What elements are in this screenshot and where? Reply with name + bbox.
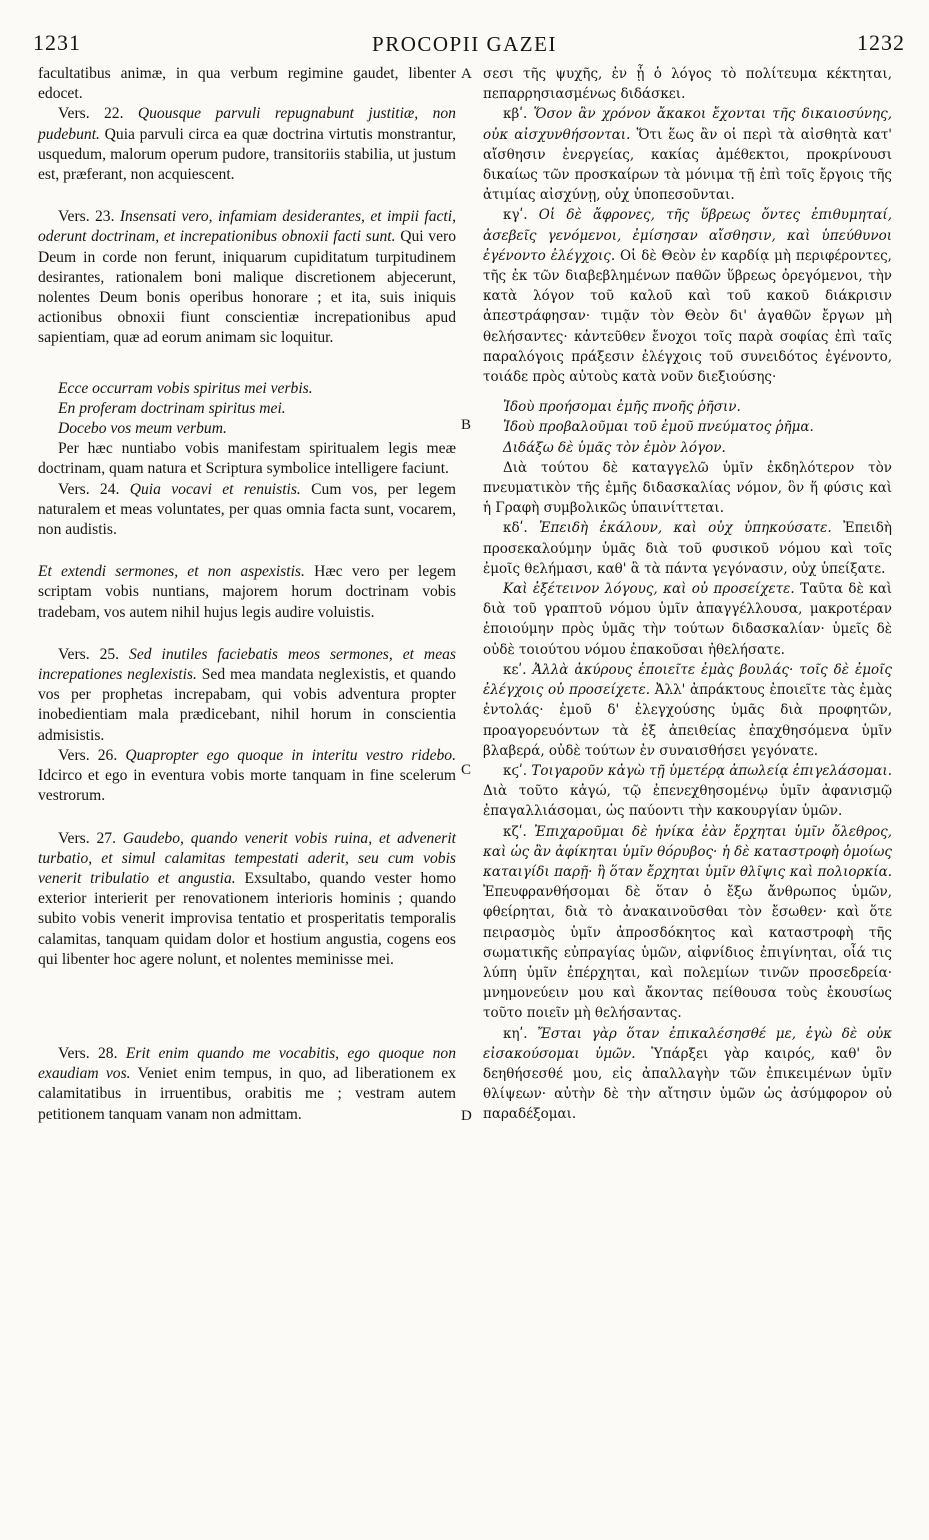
verse-label: Vers. 23. xyxy=(58,208,115,226)
latin-verse-24 xyxy=(38,480,456,541)
verse-comment: Ταῦτα δὲ καὶ διὰ τοῦ γραπτοῦ νόμου ὑμῖν ἀπαγγέλλουσα, μακροτέραν ἐποιούμην πρὸς ὑμᾶς τὴν τούτων διδασκαλίαν· ὑμεῖς δὲ οὐδὲ τοιούτου νόμου ἐπακοῦσαι ἠθελήσατε. xyxy=(483,581,893,658)
verse-text: Quousque parvuli repugnabunt justitiæ, non pudebunt. xyxy=(38,105,456,143)
verse-text: Ἐπειδὴ ἐκάλουν, καὶ οὐχ ὑπηκούσατε. xyxy=(539,520,832,537)
verse-label: κβʹ. xyxy=(503,106,528,123)
greek-verse-25 xyxy=(483,660,892,761)
verse-text: Τοιγαροῦν κἀγὼ τῇ ὑμετέρᾳ ἀπωλείᾳ ἐπιγελάσομαι. xyxy=(531,762,892,779)
margin-letter-d: D xyxy=(461,1108,472,1124)
latin-column xyxy=(38,64,456,1125)
latin-paragraph: facultatibus animæ, in qua verbum regimine gaudet, libenter edocet. xyxy=(38,65,456,103)
verse-comment: Οἱ δὲ Θεὸν ἐν καρδίᾳ μὴ περιφέροντες, τῆς ἐκ τῶν διαβεβλημένων παθῶν ὕβρεως ὀρεγόμενοι, τὴν κατὰ λόγον τοῦ καλοῦ καὶ τοῦ κακοῦ διάκρισιν ἀπεστράφησαν· τιμᾷν τὸν Θεὸν δι' ἀγαθῶν ἔργων μὴ θελήσαντες· κἀντεῦθεν ἔνοχοι τοῖς παρὰ σοφίας ἐπὶ ταῖς παραλόγοις πράξεσιν ἐλέγχοις τοῦ συνειδότος ἐγένοντο, τοιάδε πρὸς αὐτοὺς κατὰ νοῦν διεξιούσης· xyxy=(483,247,892,386)
verse-comment: Ὑπάρξει γὰρ καιρός, καθ' ὃν δεηθήσεσθέ μου, εἰς ἀπαλλαγὴν τῶν ἐπικειμένων ὑμῖν θλίψεων· αὐτὴν δὲ τὴν αἴτησιν ὑμῶν ὡς ἀσύμφορον οὐ παραδέξομαι. xyxy=(483,1045,892,1123)
margin-letter-c: C xyxy=(461,762,472,778)
verse-text: Sed inutiles faciebatis meos sermones, et meas increpationes neglexistis. xyxy=(38,645,456,684)
verse-comment: Ὅτι ἕως ἂν οἱ περὶ τὰ αἰσθητὰ κατ' αἴσθησιν ἐνεργείας, κακίας ἀμέθεκτοι, προκρίνουσι δικαίως τῶν προσκαίρων τὰ μόνιμα τῇ ἐπὶ τοῖς ἔργοις τῆς ἀτιμίας αἰσχύνῃ, οὐχ ὑποπεσοῦνται. xyxy=(483,126,893,204)
verse-comment: Cum vos, per legem naturalem et meas voluntates, per quas omnia facta sunt, vocarem, non audistis. xyxy=(38,480,456,539)
verse-label: κδʹ. xyxy=(503,520,528,537)
margin-letter-b: B xyxy=(461,417,472,433)
verse-text: Gaudebo, quando venerit vobis ruina, et advenerit turbatio, et simul calamitas tempestati aderit, seu cum vobis venerit tribulatio et angustia. xyxy=(38,829,456,887)
verse-label: Vers. 26. xyxy=(58,746,118,764)
greek-verse-26 xyxy=(483,761,892,822)
verse-label: Vers. 25. xyxy=(58,645,120,663)
latin-verse-28 xyxy=(38,1044,456,1125)
verse-text: Et extendi sermones, et non aspexistis. xyxy=(38,563,305,581)
verse-comment: Idcirco et ego in eventura vobis morte tanquam in fine scelerum vestrorum. xyxy=(38,767,456,805)
latin-extendi xyxy=(38,562,456,623)
verse-comment: Διὰ τοῦτο κἀγώ, τῷ ἐπενεχθησομένῳ ὑμῖν ἀφανισμῷ ἐπαγαλλιάσομαι, ὡς παύοντι τὴν κακουργίαν ὑμῶν. xyxy=(483,783,892,820)
greek-verse-23 xyxy=(483,205,892,387)
greek-quote xyxy=(483,397,892,458)
verse-text: Ὅσον ἂν χρόνον ἄκακοι ἔχονται τῆς δικαιοσύνης, οὐκ αἰσχυνθήσονται. xyxy=(483,106,892,143)
verse-comment: Hæc vero per legem scriptam vobis nuntians, majorem horum doctrinam vobis tradebam, vos autem nihil hujus legis audire voluistis. xyxy=(38,563,456,621)
verse-label: Vers. 28. xyxy=(58,1044,118,1062)
verse-text: Οἱ δὲ ἄφρονες, τῆς ὕβρεως ὄντες ἐπιθυμηταί, ἀσεβεῖς γενόμενοι, ἐμίσησαν αἴσθησιν, καὶ ὑπεύθυνοι ἐγένοντο ἐλέγχοις. xyxy=(483,207,892,264)
greek-extendi xyxy=(483,579,892,660)
verse-text: Quia vocavi et renuistis. xyxy=(129,480,301,498)
verse-label: κϛʹ. xyxy=(503,762,528,779)
greek-verse-22 xyxy=(483,104,892,205)
latin-verse-25 xyxy=(38,645,456,746)
verse-text: Ἔσται γὰρ ὅταν ἐπικαλέσησθέ με, ἐγὼ δὲ οὐκ εἰσακούσομαι ὑμῶν. xyxy=(483,1025,893,1062)
page-number-right: 1232 xyxy=(857,30,905,55)
greek-verse-27 xyxy=(483,822,892,1024)
latin-verse-26 xyxy=(38,746,456,807)
greek-paragraph: σεσι τῆς ψυχῆς, ἐν ᾗ ὁ λόγος τὸ πολίτευμα κέκτηται, πεπαρρησιασμένως διδάσκει. xyxy=(483,66,892,103)
greek-column xyxy=(483,64,892,1125)
latin-quote xyxy=(38,379,456,440)
quote-line: Διδάξω δὲ ὑμᾶς τὸν ἐμὸν λόγον. xyxy=(503,439,726,456)
verse-comment: Quia parvuli circa ea quæ doctrina virtutis monstrantur, usquedum, malorum operum pudore, transitoriis stabilia, ut justum est, præferant, non acquiescent. xyxy=(38,125,456,184)
running-head: PROCOPII GAZEI xyxy=(372,32,557,56)
quote-line: Ἰδοὺ προήσομαι ἐμῆς πνοῆς ῥῆσιν. xyxy=(503,399,741,416)
quote-line: Ἰδοὺ προβαλοῦμαι τοῦ ἐμοῦ πνεύματος ῥῆμα. xyxy=(503,419,814,436)
quote-line: En proferam doctrinam spiritus mei. xyxy=(58,399,286,417)
latin-verse-22 xyxy=(38,104,456,185)
verse-label: κζʹ. xyxy=(503,823,527,840)
verse-text: Erit enim quando me vocabitis, ego quoque non exaudiam vos. xyxy=(38,1044,456,1083)
quote-line: Docebo vos meum verbum. xyxy=(58,420,227,438)
verse-text: Quapropter ego quoque in interitu vestro ridebo. xyxy=(125,746,456,764)
verse-comment: Veniet enim tempus, in quo, ad liberationem ex calamitatibus in irruentibus, orabitis me ; vestram autem petitionem tanquam vanam non admittam. xyxy=(38,1065,456,1123)
verse-comment: Ἀλλ' ἀπράκτους ἐποιεῖτε τὰς ἐμὰς ἐντολάς· ἐμοῦ δ' ἐλεγχούσης ὑμᾶς διὰ προφητῶν, προαγορευόντων τὰ ἐξ ἀπειθείας ἐπαχθησόμενα ὑμῖν βλαβερά, οὐδὲ τούτων ἐν συναισθήσει γεγόνατε. xyxy=(483,682,893,759)
verse-comment: Qui vero Deum in corde non ferunt, iniquarum cupiditatum turpitudinem desirantes, rationalem boni malique discretionem abjecerunt, nolentes Deum bonis operibus honorare ; et ita, suis iniquis actionibus obnoxii fiunt conscientiæ increpationibus apud sapientiam, quæ ad eorum animam sic loquitur. xyxy=(38,228,456,347)
verse-label: Vers. 27. xyxy=(58,829,116,847)
greek-verse-24 xyxy=(483,518,892,579)
verse-comment: Sed mea mandata neglexistis, et quando vos per prophetas increpabam, qui vobis adventura propter inobedientiam mala prædicebant, nihil horum in conscientia admisistis. xyxy=(38,666,456,744)
verse-comment: Ἐπευφρανθήσομαι δὲ ὅταν ὁ ἔξω ἄνθρωπος ὑμῶν, φθείρηται, διὰ τὸ ἀνακαινοῦσθαι τὸν ἔσωθεν· καὶ ὅτε πειρασμὸς ὑμῖν ἀπροσδόκητος καὶ καταστροφὴ τῆς σωματικῆς εὐπραγίας ὑμῶν, αἰφνίδιος ἐπιγίνηται, οἷά τις λύπη ὑμῖν ἐπέρχηται, καὶ πολεμίων τινῶν προσεδρεία· μνημονεύειν μου καὶ ἄκοντας πείθουσα τοὺς ἑκουσίως τοῦτο ποιεῖν μὴ θελήσαντας. xyxy=(483,884,892,1022)
latin-paragraph: Per hæc nuntiabo vobis manifestam spiritualem legis meæ doctrinam, quam natura et Scriptura symbolice intelligere faciunt. xyxy=(38,440,456,478)
verse-text: Ἐπιχαροῦμαι δὲ ἡνίκα ἐὰν ἔρχηται ὑμῖν ὄλεθρος, καὶ ὡς ἂν ἀφίκηται ὑμῖν θόρυβος· ἡ δὲ καταστροφὴ ὁμοίως καταιγίδι παρῇ· ἢ ὅταν ἔρχηται ὑμῖν θλῖψις καὶ πολιορκία. xyxy=(483,823,892,880)
verse-label: κηʹ. xyxy=(503,1025,528,1042)
latin-verse-23 xyxy=(38,207,456,348)
verse-text: Insensati vero, infamiam desiderantes, et impii facti, oderunt doctrinam, et increpationibus obnoxii facti sunt. xyxy=(38,208,456,246)
verse-label: κγʹ. xyxy=(503,207,528,224)
page-number-left: 1231 xyxy=(33,30,81,55)
verse-comment: Ἐπειδὴ προσεκαλούμην ὑμᾶς διὰ τοῦ φυσικοῦ νόμου καὶ τοῖς ἐμοῖς θελήμασι, καθ' ἃ τὰ πάντα γεγόνασιν, οὐχ ὑπείξατε. xyxy=(483,520,892,577)
page-header xyxy=(0,0,929,64)
verse-label: Vers. 22. xyxy=(58,105,124,123)
verse-label: κεʹ. xyxy=(503,661,527,678)
latin-verse-27 xyxy=(38,829,456,970)
greek-paragraph: Διὰ τούτου δὲ καταγγελῶ ὑμῖν ἐκδηλότερον τὸν πνευματικὸν τῆς ἐμῆς διδασκαλίας νόμον, ὃν ἥ φύσις καὶ ἡ Γραφὴ συμβολικῶς ὑπαινίττεται. xyxy=(483,459,892,517)
quote-line: Ecce occurram vobis spiritus mei verbis. xyxy=(58,379,313,397)
verse-label: Vers. 24. xyxy=(58,480,120,498)
verse-text: Καὶ ἐξέτεινον λόγους, καὶ οὐ προσείχετε. xyxy=(503,581,795,598)
verse-comment: Exsultabo, quando vester homo exterior interierit per renovationem interioris hominis ; quando subito vobis venerit improvisa tentatio et prosperitatis temporalis calamitas, tanquam quidam dolor et hostium angustia, cogens eos qui libenter hoc agere nolunt, et nolentes meminisse mei. xyxy=(38,869,457,968)
greek-verse-28 xyxy=(483,1024,892,1125)
margin-letter-a: A xyxy=(461,66,472,82)
verse-text: Ἀλλὰ ἀκύρους ἐποιεῖτε ἐμὰς βουλάς· τοῖς δὲ ἐμοῖς ἐλέγχοις οὐ προσείχετε. xyxy=(483,661,892,699)
